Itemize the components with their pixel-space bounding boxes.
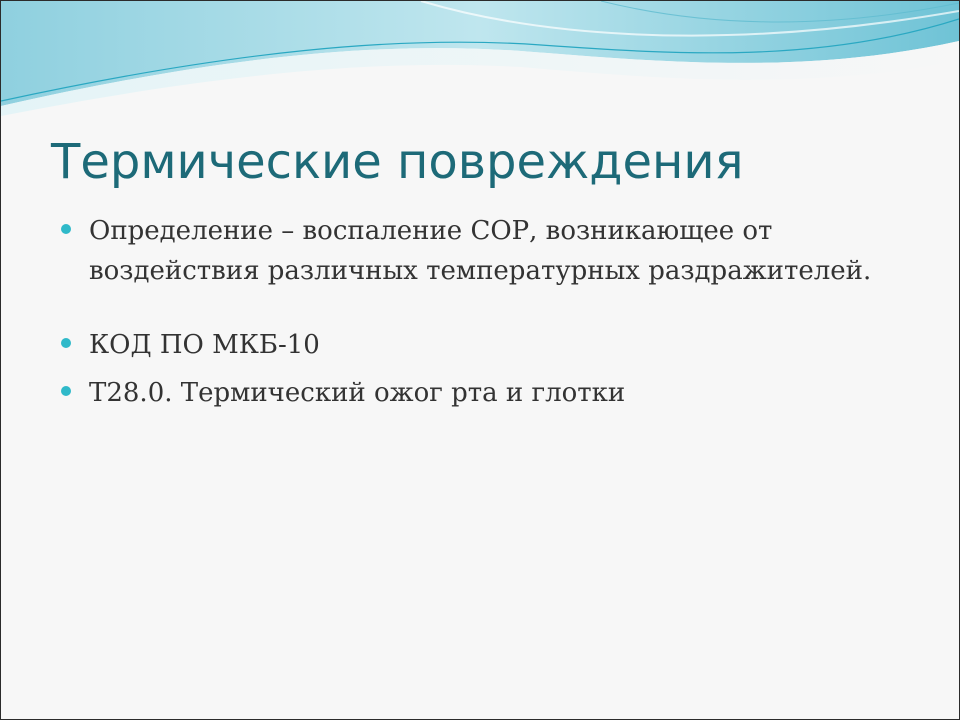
bullet-list — [61, 211, 901, 413]
bullet-text: КОД ПО МКБ-10 — [89, 330, 320, 360]
list-item — [61, 211, 901, 291]
bullet-dot-icon — [61, 386, 71, 396]
bullet-text: Т28.0. Термический ожог рта и глотки — [89, 378, 626, 408]
list-item — [61, 325, 901, 365]
slide-title: Термические повреждения — [51, 134, 744, 190]
bullet-dot-icon — [61, 224, 71, 234]
list-item — [61, 373, 901, 413]
bullet-text: Определение – воспаление СОР, возникающее от воздействия различных температурных раздражителей. — [89, 216, 872, 286]
wave-decoration — [1, 1, 959, 121]
bullet-dot-icon — [61, 338, 71, 348]
